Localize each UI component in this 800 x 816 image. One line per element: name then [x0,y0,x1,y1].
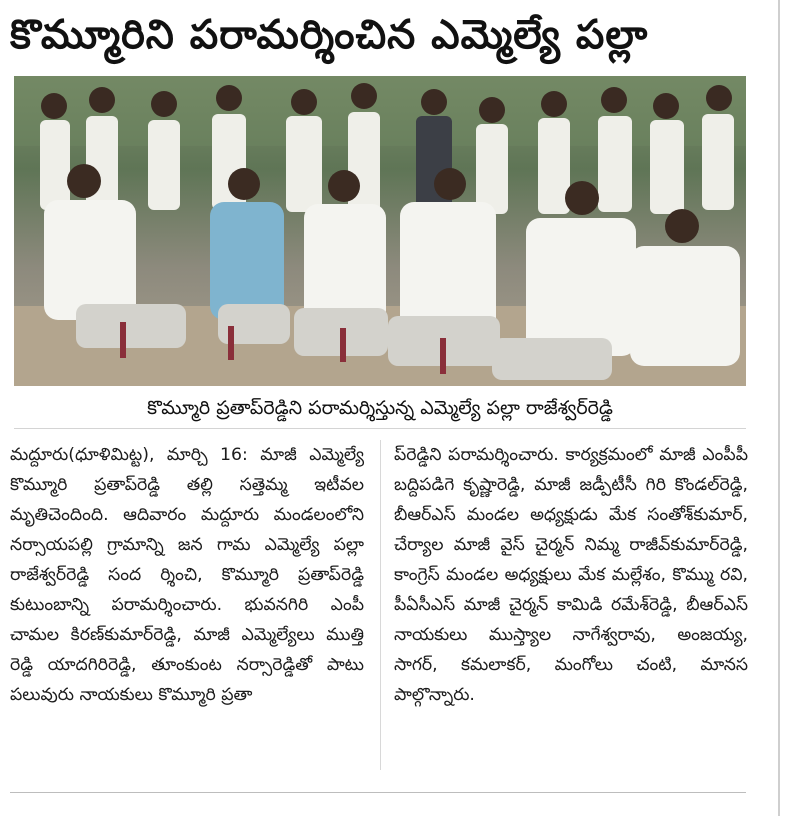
photo-caption: కొమ్మూరి ప్రతాప్‌రెడ్డిని పరామర్శిస్తున్న ఎమ్మెల్యే పల్లా రాజేశ్వర్‌రెడ్డి [14,388,746,429]
article-headline: కొమ్మూరిని పరామర్శించిన ఎమ్మెల్యే పల్లా [10,12,649,58]
column-divider [380,440,381,770]
article-body-column-left: మద్దూరు(ధూళిమిట్ట), మార్చి 16: మాజీ ఎమ్మెల్యే కొమ్మూరి ప్రతాప్‌రెడ్డి తల్లి సత్తెమ్మ ఇటీవల మృతిచెందింది. ఆదివారం మద్దూరు మండలంలోని నర్సాయపల్లి గ్రామాన్ని జన గామ ఎమ్మెల్యే పల్లా రాజేశ్వర్‌రెడ్డి సంద ర్శించి, కొమ్మూరి ప్రతాప్‌రెడ్డి కుటుంబాన్ని పరామర్శించారు. భువనగిరి ఎంపీ చామల కిరణ్‌కుమార్‌రెడ్డి, మాజీ ఎమ్మెల్యేలు ముత్తి రెడ్డి యాదగిరిరెడ్డి, తూంకుంట నర్సారెడ్డితో పాటు పలువురు నాయకులు కొమ్మూరి ప్రతా [10,445,364,705]
article-photo [14,76,746,386]
bottom-divider [10,792,746,793]
photo-illustration [14,76,746,386]
article-body-column-right: ప్‌రెడ్డిని పరామర్శించారు. కార్యక్రమంలో మాజీ ఎంపీపీ బద్దిపడిగె కృష్ణారెడ్డి, మాజీ జడ్పీటీసీ గిరి కొండల్‌రెడ్డి, బీఆర్‌ఎస్ మండల అధ్యక్షుడు మేక సంతోశ్‌కుమార్, చేర్యాల మాజీ వైస్ చైర్మన్ నిమ్మ రాజీవ్‌కుమార్‌రెడ్డి, కాంగ్రెస్ మండల అధ్యక్షులు మేక మల్లేశం, కొమ్ము రవి, పీఏసీఎస్ మాజీ చైర్మన్ కామిడి రమేశ్‌రెడ్డి, బీఆర్‌ఎస్ నాయకులు ముస్త్యాల నాగేశ్వరావు, అంజయ్య, సాగర్, కమలాకర్, మంగోలు చంటి, మానస పాల్గొన్నారు. [394,445,748,705]
page-edge-divider [778,0,780,816]
